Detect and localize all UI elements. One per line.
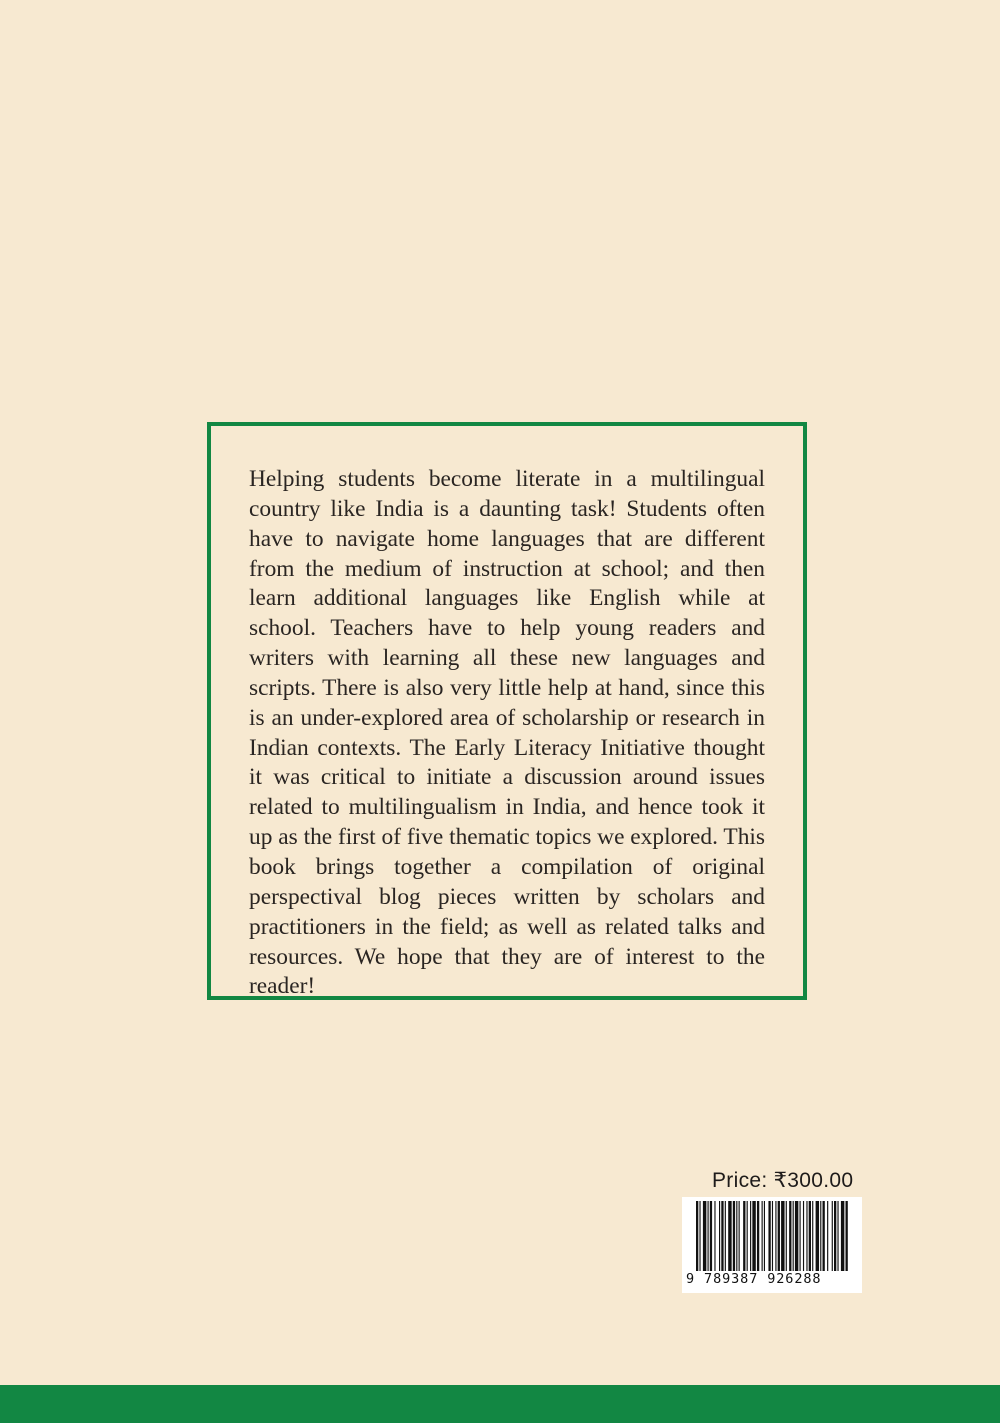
price-label: Price: ₹300.00 [712,1169,854,1192]
barcode-stripe [703,1201,706,1271]
barcode-stripe [714,1201,715,1271]
barcode-stripe [846,1201,848,1271]
footer-band [0,1385,1000,1423]
barcode-stripe [800,1201,801,1271]
barcode-stripe [736,1201,737,1271]
barcode-stripe [719,1201,720,1271]
barcode-stripe [823,1201,825,1271]
barcode-stripe [837,1201,838,1271]
barcode-stripe [725,1201,726,1271]
barcode-stripe [739,1201,740,1271]
barcode-stripe [827,1201,828,1271]
barcode [682,1197,862,1293]
barcode-stripe [768,1201,770,1271]
barcode-stripe [721,1201,723,1271]
barcode-stripe [789,1201,791,1271]
barcode-stripe [772,1201,773,1271]
barcode-stripe [841,1201,844,1271]
barcode-stripe [728,1201,731,1271]
barcode-stripe [775,1201,776,1271]
barcode-stripe [708,1201,709,1271]
barcode-stripe [781,1201,784,1271]
barcode-stripe [832,1201,833,1271]
barcode-stripe [757,1201,759,1271]
barcode-stripe [764,1201,765,1271]
blurb-text: Helping students become literate in a multilingual country like India is a daunting task! Students often have to navigate home languages that are different from the medium of instruction at school; and then learn additional languages like English while at school. Teachers have to help young readers and writers with learning all these new languages and scripts. There is also very little help at hand, since this is an under-explored area of scholarship or research in Indian contexts. The Early Literacy Initiative thought it was critical to initiate a discussion around issues related to multilingualism in India, and hence took it up as the first of five thematic topics we explored. This book brings together a compilation of original perspectival blog pieces written by scholars and practitioners in the field; as well as related talks and resources. We hope that they are of interest to the reader! [249,466,765,1000]
barcode-stripe [699,1201,700,1271]
barcode-stripe [786,1201,787,1271]
barcode-stripe [809,1201,811,1271]
barcode-stripe [747,1201,748,1271]
barcode-stripe [710,1201,712,1271]
barcode-stripe [750,1201,751,1271]
blurb-frame [207,422,807,1000]
barcode-stripe [696,1201,698,1271]
barcode-stripe [803,1201,804,1271]
barcode-stripe [762,1201,763,1271]
barcode-stripe [778,1201,780,1271]
barcode-stripe [733,1201,735,1271]
barcode-stripe [834,1201,836,1271]
barcode-stripe [795,1201,798,1271]
barcode-stripe [816,1201,819,1271]
barcode-stripe [743,1201,745,1271]
barcode-stripe [812,1201,813,1271]
barcode-stripe [752,1201,755,1271]
barcode-digits: 9 789387 926288 [686,1271,822,1287]
barcode-stripe [793,1201,794,1271]
barcode-stripe [820,1201,821,1271]
barcode-stripe [806,1201,807,1271]
